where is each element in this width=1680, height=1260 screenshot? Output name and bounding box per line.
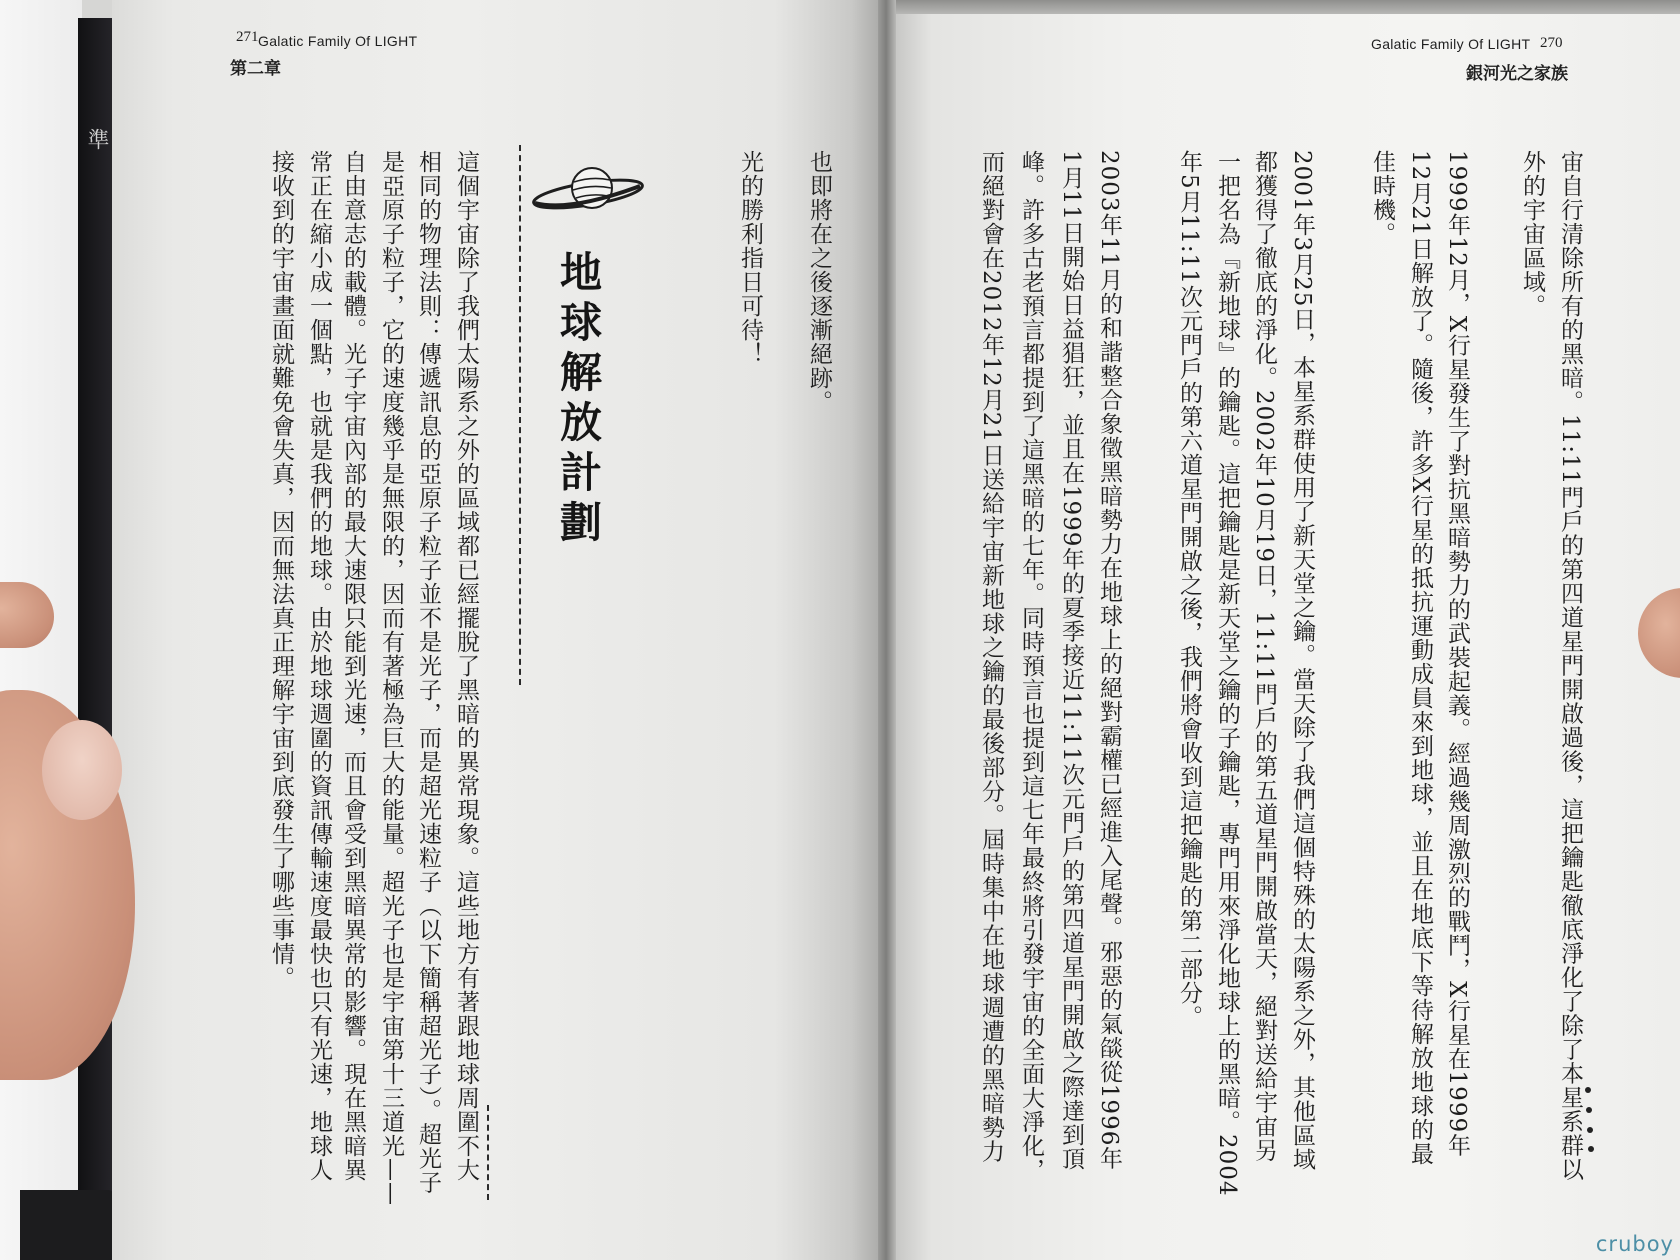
book-spine-shadow bbox=[878, 0, 896, 1260]
text-column: 2001年3月25日，本星系群使用了新天堂之鑰。當天除了我們這個特殊的太陽系之外，其他區域 bbox=[1289, 150, 1315, 1172]
text-column: 這個宇宙除了我們太陽系之外的區域都已經擺脫了黑暗的異常現象。這些地方有著跟地球周圍不大 bbox=[453, 150, 479, 1182]
text-column: 1999年12月，X行星發生了對抗黑暗勢力的武裝起義。經過幾周激烈的戰鬥，X行星在1999年 bbox=[1444, 150, 1470, 1158]
text-column: 自由意志的載體。光子宇宙內部的最大速限只能到光速，而且會受到黑暗異常的影響。現在黑暗異 bbox=[340, 150, 366, 1182]
text-column: 峰。許多古老預言都提到了這黑暗的七年。同時預言也提到這七年最終將引發宇宙的全面大淨化， bbox=[1018, 150, 1044, 1182]
right-page-number: 270 bbox=[1540, 35, 1563, 51]
section-divider-bottom bbox=[487, 1105, 489, 1200]
left-page bbox=[112, 0, 882, 1260]
left-running-title: Galatic Family Of LIGHT bbox=[258, 33, 418, 49]
left-page-number: 271 bbox=[236, 29, 259, 45]
book-cover-corner bbox=[20, 1190, 114, 1260]
chapter-label: 第二章 bbox=[230, 59, 281, 79]
emphasis-dot bbox=[1587, 1127, 1593, 1133]
text-column: 宙自行清除所有的黑暗。11:11門戶的第四道星門開啟過後，這把鑰匙徹底淨化了除了本星系群以 bbox=[1557, 150, 1583, 1182]
text-column: 常正在縮小成一個點，也就是我們的地球。由於地球週圍的資訊傳輸速度最快也只有光速，地球人 bbox=[306, 150, 332, 1182]
watermark: cruboy bbox=[1595, 1232, 1674, 1256]
text-column: 2003年11月的和諧整合象徵黑暗勢力在地球上的絕對霸權已經進入尾聲。邪惡的氣燄從1996年 bbox=[1096, 150, 1122, 1171]
text-column: 也即將在之後逐漸絕跡。 bbox=[806, 150, 832, 414]
text-column: 1月11日開始日益猖狂，並且在1999年的夏季接近11:11次元門戶的第四道星門開啟之際達到頂 bbox=[1058, 150, 1084, 1171]
text-column: 外的宇宙區域。 bbox=[1519, 150, 1545, 318]
text-column: 年5月11:11次元門戶的第六道星門開啟之後，我們將會收到這把鑰匙的第二部分。 bbox=[1176, 150, 1202, 1029]
adjacent-page-fragment: 準 bbox=[84, 128, 109, 150]
text-column: 一把名為『新地球』的鑰匙。這把鑰匙是新天堂之鑰的子鑰匙，專門用來淨化地球上的黑暗。2004 bbox=[1214, 150, 1240, 1197]
right-running-title: Galatic Family Of LIGHT bbox=[1371, 36, 1531, 52]
section-divider-top bbox=[519, 145, 521, 685]
text-column: 光的勝利指日可待！ bbox=[737, 150, 763, 366]
saturn-icon bbox=[530, 160, 646, 220]
text-column: 都獲得了徹底的淨化。2002年10月19日，11:11門戶的第五道星門開啟當天，絕對送給宇宙另 bbox=[1251, 150, 1277, 1163]
text-column: 接收到的宇宙畫面就難免會失真，因而無法真正理解宇宙到底發生了哪些事情。 bbox=[268, 150, 294, 990]
book-title-label: 銀河光之家族 bbox=[1466, 64, 1568, 84]
text-column: 而絕對會在2012年12月21日送給宇宙新地球之鑰的最後部分。屆時集中在地球週遭的黑暗勢力 bbox=[978, 150, 1004, 1164]
section-title: 地球解放計劃 bbox=[554, 250, 603, 550]
text-column: 佳時機。 bbox=[1369, 150, 1395, 246]
thumbnail bbox=[42, 720, 122, 820]
text-column: 相同的物理法則：傳遞訊息的亞原子粒子並不是光子，而是超光速粒子（以下簡稱超光子）。超光子 bbox=[415, 150, 441, 1195]
text-column: 是亞原子粒子，它的速度幾乎是無限的，因而有著極為巨大的能量。超光子也是宇宙第十三道光—— bbox=[378, 150, 404, 1206]
emphasis-dot bbox=[1585, 1087, 1591, 1093]
emphasis-dot bbox=[1586, 1107, 1592, 1113]
emphasis-dot bbox=[1588, 1146, 1594, 1152]
text-column: 12月21日解放了。隨後，許多X行星的抵抗運動成員來到地球，並且在地底下等待解放地球的最 bbox=[1407, 150, 1433, 1166]
adjacent-page-edge bbox=[78, 18, 114, 1253]
